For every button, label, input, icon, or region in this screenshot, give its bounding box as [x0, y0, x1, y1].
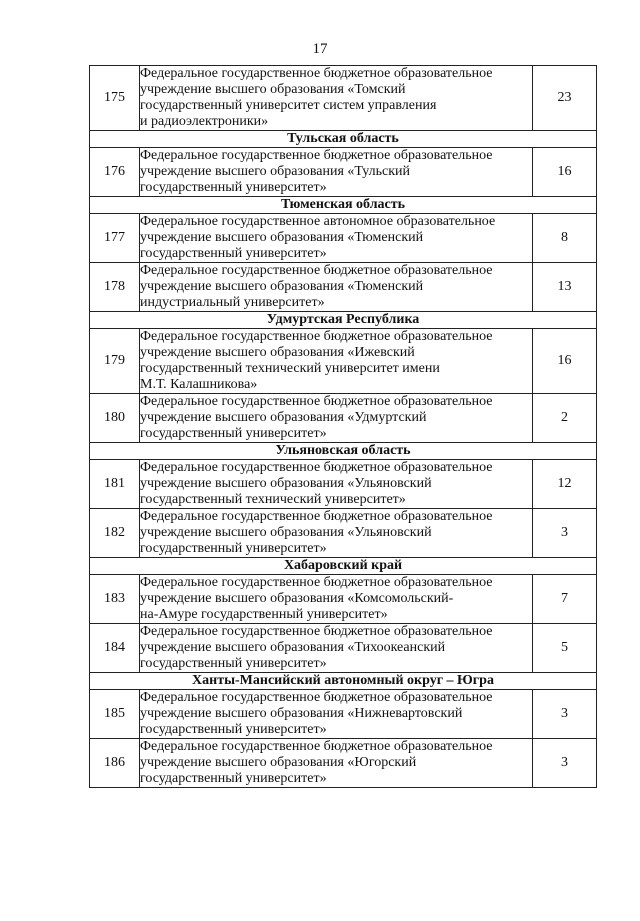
- institution-name-line: государственный технический университет»: [140, 492, 406, 507]
- quota-count: 5: [533, 624, 597, 673]
- region-title: Тюменская область: [90, 197, 597, 214]
- institution-name: [140, 509, 533, 558]
- institution-name: [140, 575, 533, 624]
- institution-name-line: учреждение высшего образования «Тюменский: [140, 279, 424, 294]
- institution-name-line: учреждение высшего образования «Тульский: [140, 164, 411, 179]
- quota-count: 13: [533, 263, 597, 312]
- institution-name-line: государственный университет»: [140, 426, 327, 441]
- institution-name-line: государственный технический университет имени: [140, 361, 440, 376]
- table-row: [90, 148, 597, 197]
- institution-name-line: Федеральное государственное бюджетное образовательное: [140, 690, 493, 705]
- institution-name-line: учреждение высшего образования «Томский: [140, 82, 406, 97]
- row-number: 178: [90, 263, 140, 312]
- institution-name-line: государственный университет»: [140, 246, 327, 261]
- region-title: Ульяновская область: [90, 443, 597, 460]
- institution-name-line: учреждение высшего образования «Ульяновский: [140, 525, 432, 540]
- institution-name: [140, 460, 533, 509]
- quota-count: 3: [533, 690, 597, 739]
- quota-count: 8: [533, 214, 597, 263]
- region-header-row: [90, 443, 597, 460]
- table-row: [90, 575, 597, 624]
- institution-name-line: государственный университет»: [140, 771, 327, 786]
- institution-name-line: Федеральное государственное бюджетное образовательное: [140, 624, 493, 639]
- quota-count: 3: [533, 509, 597, 558]
- institution-name: [140, 624, 533, 673]
- quota-count: 16: [533, 329, 597, 394]
- quota-count: 12: [533, 460, 597, 509]
- quota-count: 2: [533, 394, 597, 443]
- institution-name-line: государственный университет»: [140, 541, 327, 556]
- row-number: 183: [90, 575, 140, 624]
- table-row: [90, 690, 597, 739]
- region-header-row: [90, 131, 597, 148]
- row-number: 181: [90, 460, 140, 509]
- institution-name: [140, 148, 533, 197]
- row-number: 185: [90, 690, 140, 739]
- institution-name-line: учреждение высшего образования «Комсомольский-: [140, 591, 454, 606]
- institution-name-line: Федеральное государственное бюджетное образовательное: [140, 148, 493, 163]
- institution-name-line: учреждение высшего образования «Югорский: [140, 755, 417, 770]
- institution-name-line: учреждение высшего образования «Ижевский: [140, 345, 415, 360]
- quota-count: 23: [533, 66, 597, 131]
- table-row: [90, 263, 597, 312]
- table-row: [90, 624, 597, 673]
- allocation-table: [89, 65, 597, 788]
- institution-name-line: учреждение высшего образования «Удмуртский: [140, 410, 427, 425]
- institution-name-line: Федеральное государственное бюджетное образовательное: [140, 509, 493, 524]
- table-row: [90, 460, 597, 509]
- table-row: [90, 509, 597, 558]
- quota-count: 3: [533, 739, 597, 788]
- institution-name-line: учреждение высшего образования «Тихоокеанский: [140, 640, 446, 655]
- region-header-row: [90, 197, 597, 214]
- row-number: 175: [90, 66, 140, 131]
- institution-name: [140, 690, 533, 739]
- table-row: [90, 66, 597, 131]
- table-row: [90, 214, 597, 263]
- region-title: Удмуртская Республика: [90, 312, 597, 329]
- institution-name-line: Федеральное государственное бюджетное образовательное: [140, 394, 493, 409]
- table-row: [90, 329, 597, 394]
- institution-name-line: учреждение высшего образования «Ульяновский: [140, 476, 432, 491]
- row-number: 182: [90, 509, 140, 558]
- institution-name-line: Федеральное государственное бюджетное образовательное: [140, 460, 493, 475]
- institution-name-line: и радиоэлектроники»: [140, 114, 269, 129]
- region-header-row: [90, 312, 597, 329]
- institution-name-line: Федеральное государственное бюджетное образовательное: [140, 263, 493, 278]
- table-row: [90, 394, 597, 443]
- row-number: 176: [90, 148, 140, 197]
- institution-name: [140, 66, 533, 131]
- institution-name: [140, 394, 533, 443]
- institution-name-line: на-Амуре государственный университет»: [140, 607, 388, 622]
- institution-name-line: учреждение высшего образования «Нижневартовский: [140, 706, 463, 721]
- institution-name-line: Федеральное государственное бюджетное образовательное: [140, 575, 493, 590]
- table-body: [90, 66, 597, 788]
- page-number: 17: [312, 41, 328, 57]
- quota-count: 7: [533, 575, 597, 624]
- institution-name-line: государственный университет»: [140, 722, 327, 737]
- region-title: Хабаровский край: [90, 558, 597, 575]
- region-header-row: [90, 673, 597, 690]
- table-row: [90, 739, 597, 788]
- region-title: Ханты-Мансийский автономный округ – Югра: [90, 673, 597, 690]
- institution-name-line: государственный университет»: [140, 180, 327, 195]
- institution-name-line: Федеральное государственное бюджетное образовательное: [140, 66, 493, 81]
- region-title: Тульская область: [90, 131, 597, 148]
- institution-name-line: Федеральное государственное бюджетное образовательное: [140, 329, 493, 344]
- quota-count: 16: [533, 148, 597, 197]
- region-header-row: [90, 558, 597, 575]
- row-number: 179: [90, 329, 140, 394]
- row-number: 184: [90, 624, 140, 673]
- institution-name: [140, 739, 533, 788]
- row-number: 180: [90, 394, 140, 443]
- institution-name-line: государственный университет»: [140, 656, 327, 671]
- institution-name: [140, 329, 533, 394]
- row-number: 186: [90, 739, 140, 788]
- institution-name-line: индустриальный университет»: [140, 295, 325, 310]
- row-number: 177: [90, 214, 140, 263]
- institution-name: [140, 214, 533, 263]
- institution-name-line: государственный университет систем управления: [140, 98, 437, 113]
- institution-name-line: Федеральное государственное бюджетное образовательное: [140, 739, 493, 754]
- institution-name: [140, 263, 533, 312]
- institution-name-line: учреждение высшего образования «Тюменский: [140, 230, 424, 245]
- institution-name-line: Федеральное государственное автономное образовательное: [140, 214, 496, 229]
- institution-name-line: М.Т. Калашникова»: [140, 377, 258, 392]
